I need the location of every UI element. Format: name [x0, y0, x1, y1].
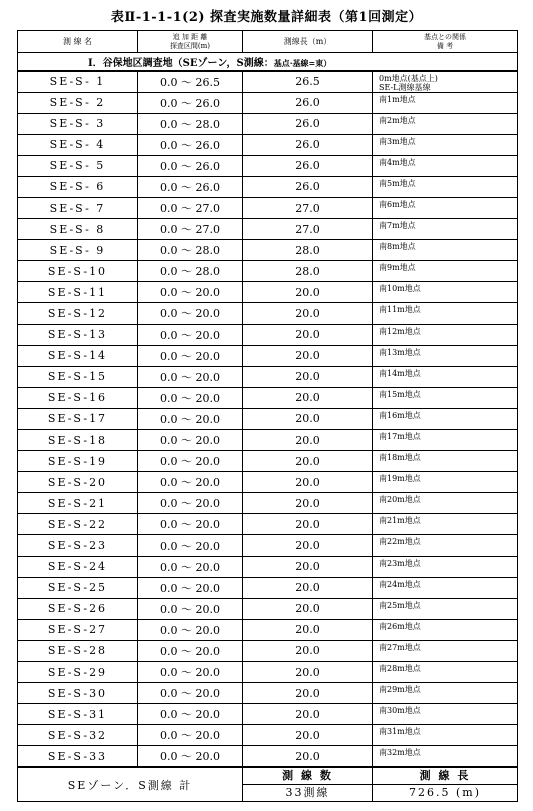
remark-cell: [373, 472, 518, 493]
range-cell: 0.0 ～ 20.0: [138, 662, 243, 683]
remark-text: 南24m地点: [379, 579, 421, 589]
table-row: [18, 155, 518, 176]
header-remarks: [373, 31, 518, 53]
remark-cell: [373, 408, 518, 429]
length-cell: 20.0: [243, 640, 373, 661]
table-row: [18, 598, 518, 619]
remark-text: 南13m地点: [379, 347, 421, 357]
table-row: [18, 577, 518, 598]
header-range: [138, 31, 243, 53]
length-cell: 20.0: [243, 598, 373, 619]
remark-cell: [373, 219, 518, 240]
remark-cell: [373, 493, 518, 514]
range-cell: 0.0 ～ 20.0: [138, 535, 243, 556]
remark-text: 南26m地点: [379, 621, 421, 631]
length-cell: 20.0: [243, 683, 373, 704]
header-range-bottom: 探査区間(m): [169, 41, 211, 50]
table-row: [18, 219, 518, 240]
remark-cell: [373, 556, 518, 577]
line-name-cell: SE-S-25: [18, 577, 138, 598]
remark-text: 南15m地点: [379, 389, 421, 399]
table-row: [18, 746, 518, 767]
line-name-cell: SE-S-31: [18, 704, 138, 725]
remark-text: 南22m地点: [379, 537, 421, 547]
header-line-name: 測 線 名: [18, 31, 138, 53]
range-cell: 0.0 ～ 20.0: [138, 324, 243, 345]
table-row: [18, 92, 518, 113]
line-name-cell: SE-S-16: [18, 387, 138, 408]
length-cell: 20.0: [243, 535, 373, 556]
remark-cell: [373, 240, 518, 261]
section-row: [18, 53, 518, 71]
footer-count-label: 測 線 数: [243, 768, 372, 785]
line-name-cell: SE-S- 2: [18, 92, 138, 113]
line-name-cell: SE-S- 4: [18, 134, 138, 155]
length-cell: 20.0: [243, 430, 373, 451]
remark-text: 南11m地点: [379, 305, 421, 315]
line-name-cell: SE-S-17: [18, 408, 138, 429]
line-name-cell: SE-S-20: [18, 472, 138, 493]
line-name-cell: SE-S- 1: [18, 71, 138, 93]
length-cell: 26.5: [243, 71, 373, 93]
range-cell: 0.0 ～ 27.0: [138, 219, 243, 240]
footer-length-cell: [373, 767, 518, 802]
table-row: [18, 197, 518, 218]
line-name-cell: SE-S-14: [18, 345, 138, 366]
range-cell: 0.0 ～ 20.0: [138, 598, 243, 619]
remark-cell: [373, 430, 518, 451]
remark-text: 南25m地点: [379, 600, 421, 610]
remark-cell: [373, 640, 518, 661]
table-row: [18, 240, 518, 261]
remark-text: 南16m地点: [379, 410, 421, 420]
table-row: [18, 113, 518, 134]
table-row: [18, 324, 518, 345]
line-name-cell: SE-S- 3: [18, 113, 138, 134]
table-row: [18, 535, 518, 556]
length-cell: 20.0: [243, 303, 373, 324]
table-row: [18, 282, 518, 303]
table-header: [18, 31, 518, 53]
table-row: [18, 662, 518, 683]
table-row: [18, 472, 518, 493]
remark-text: 南21m地点: [379, 516, 421, 526]
footer-total-label: SEゾーン．S測線 計: [18, 767, 243, 802]
length-cell: 28.0: [243, 240, 373, 261]
range-cell: 0.0 ～ 20.0: [138, 493, 243, 514]
line-name-cell: SE-S-33: [18, 746, 138, 767]
remark-cell: [373, 514, 518, 535]
header-length: 測線長（m）: [243, 31, 373, 53]
remark-text: 南19m地点: [379, 474, 421, 484]
range-cell: 0.0 ～ 20.0: [138, 408, 243, 429]
remark-text: 0m地点(基点上): [379, 73, 438, 83]
remark-text: 南6m地点: [379, 199, 416, 209]
remark-cell: [373, 303, 518, 324]
line-name-cell: SE-S-28: [18, 640, 138, 661]
length-cell: 20.0: [243, 577, 373, 598]
range-cell: 0.0 ～ 28.0: [138, 261, 243, 282]
remark-text: 南4m地点: [379, 157, 416, 167]
range-cell: 0.0 ～ 26.5: [138, 71, 243, 93]
table-row: [18, 366, 518, 387]
table-row: [18, 704, 518, 725]
remark-cell: [373, 71, 518, 93]
line-name-cell: SE-S- 7: [18, 197, 138, 218]
line-name-cell: SE-S-18: [18, 430, 138, 451]
remark-cell: [373, 619, 518, 640]
line-name-cell: SE-S-19: [18, 451, 138, 472]
length-cell: 20.0: [243, 282, 373, 303]
remark-cell: [373, 197, 518, 218]
remark-text: 南20m地点: [379, 495, 421, 505]
table-row: [18, 514, 518, 535]
remark-cell: [373, 345, 518, 366]
line-name-cell: SE-S-11: [18, 282, 138, 303]
footer-length-value: 726.5 (m): [408, 786, 481, 799]
table-row: [18, 71, 518, 93]
range-cell: 0.0 ～ 26.0: [138, 92, 243, 113]
table-footer: [18, 767, 518, 802]
table-row: [18, 345, 518, 366]
remark-text: 南5m地点: [379, 178, 416, 188]
section-note: 基点·基線=東）: [273, 57, 332, 68]
remark-text: 南28m地点: [379, 664, 421, 674]
table-row: [18, 451, 518, 472]
header-range-top: 追 加 距 離: [172, 32, 208, 41]
remark-cell: [373, 134, 518, 155]
remark-text: 南14m地点: [379, 368, 421, 378]
range-cell: 0.0 ～ 20.0: [138, 746, 243, 767]
line-name-cell: SE-S- 5: [18, 155, 138, 176]
length-cell: 28.0: [243, 261, 373, 282]
range-cell: 0.0 ～ 20.0: [138, 303, 243, 324]
line-name-cell: SE-S- 6: [18, 176, 138, 197]
remark-cell: [373, 451, 518, 472]
length-cell: 20.0: [243, 472, 373, 493]
length-cell: 20.0: [243, 408, 373, 429]
remark-text: 南10m地点: [379, 284, 421, 294]
table-row: [18, 619, 518, 640]
remark-cell: [373, 387, 518, 408]
table-row: [18, 176, 518, 197]
table-body: [18, 53, 518, 768]
line-name-cell: SE-S-23: [18, 535, 138, 556]
table-row: [18, 430, 518, 451]
remark-text: 南12m地点: [379, 326, 421, 336]
length-cell: 20.0: [243, 366, 373, 387]
table-row: [18, 303, 518, 324]
table-row: [18, 261, 518, 282]
line-name-cell: SE-S-29: [18, 662, 138, 683]
remark-cell: [373, 176, 518, 197]
remark-cell: [373, 366, 518, 387]
remark-cell: [373, 261, 518, 282]
remark-text-secondary: SE-L測線基線: [379, 82, 431, 92]
remark-text: 南17m地点: [379, 432, 421, 441]
length-cell: 26.0: [243, 113, 373, 134]
line-name-cell: SE-S-21: [18, 493, 138, 514]
remark-cell: [373, 746, 518, 767]
length-cell: 27.0: [243, 197, 373, 218]
remark-cell: [373, 577, 518, 598]
table-row: [18, 134, 518, 155]
length-cell: 27.0: [243, 219, 373, 240]
remark-cell: [373, 598, 518, 619]
range-cell: 0.0 ～ 26.0: [138, 134, 243, 155]
remark-cell: [373, 535, 518, 556]
remark-cell: [373, 92, 518, 113]
range-cell: 0.0 ～ 20.0: [138, 725, 243, 746]
header-remarks-bottom: 備 考: [436, 41, 454, 50]
range-cell: 0.0 ～ 20.0: [138, 556, 243, 577]
line-name-cell: SE-S- 9: [18, 240, 138, 261]
line-name-cell: SE-S-12: [18, 303, 138, 324]
remark-text: 南9m地点: [379, 263, 416, 273]
range-cell: 0.0 ～ 20.0: [138, 366, 243, 387]
table-row: [18, 408, 518, 429]
footer-count-cell: [243, 767, 373, 802]
remark-cell: [373, 113, 518, 134]
table-row: [18, 556, 518, 577]
remark-text: 南27m地点: [379, 642, 421, 652]
range-cell: 0.0 ～ 20.0: [138, 430, 243, 451]
header-remarks-top: 基点との関係: [424, 32, 466, 41]
survey-quantity-table: [17, 30, 518, 802]
line-name-cell: SE-S-30: [18, 683, 138, 704]
remark-text: 南7m地点: [379, 221, 416, 231]
remark-text: 南31m地点: [379, 727, 421, 737]
length-cell: 20.0: [243, 451, 373, 472]
line-name-cell: SE-S-10: [18, 261, 138, 282]
length-cell: 26.0: [243, 176, 373, 197]
remark-cell: [373, 282, 518, 303]
table-row: [18, 683, 518, 704]
length-cell: 20.0: [243, 556, 373, 577]
remark-cell: [373, 662, 518, 683]
line-name-cell: SE-S-27: [18, 619, 138, 640]
length-cell: 20.0: [243, 493, 373, 514]
range-cell: 0.0 ～ 20.0: [138, 282, 243, 303]
line-name-cell: SE-S-32: [18, 725, 138, 746]
section-heading: [18, 53, 518, 71]
length-cell: 20.0: [243, 514, 373, 535]
range-cell: 0.0 ～ 28.0: [138, 113, 243, 134]
range-cell: 0.0 ～ 20.0: [138, 514, 243, 535]
range-cell: 0.0 ～ 20.0: [138, 640, 243, 661]
range-cell: 0.0 ～ 26.0: [138, 176, 243, 197]
length-cell: 20.0: [243, 387, 373, 408]
range-cell: 0.0 ～ 27.0: [138, 197, 243, 218]
remark-cell: [373, 704, 518, 725]
remark-text: 南8m地点: [379, 242, 416, 252]
table-title: 表Ⅱ-1-1-1(2) 探査実施数量詳細表（第1回測定）: [110, 10, 423, 25]
length-cell: 20.0: [243, 725, 373, 746]
remark-text: 南32m地点: [379, 748, 421, 758]
line-name-cell: SE-S-13: [18, 324, 138, 345]
length-cell: 20.0: [243, 324, 373, 345]
line-name-cell: SE-S-24: [18, 556, 138, 577]
length-cell: 26.0: [243, 92, 373, 113]
length-cell: 20.0: [243, 662, 373, 683]
range-cell: 0.0 ～ 20.0: [138, 472, 243, 493]
remark-cell: [373, 324, 518, 345]
remark-text: 南30m地点: [379, 706, 421, 716]
remark-cell: [373, 155, 518, 176]
length-cell: 20.0: [243, 704, 373, 725]
remark-text: 南18m地点: [379, 453, 421, 463]
range-cell: 0.0 ～ 20.0: [138, 577, 243, 598]
line-name-cell: SE-S-22: [18, 514, 138, 535]
remark-text: 南23m地点: [379, 558, 421, 568]
line-name-cell: SE-S- 8: [18, 219, 138, 240]
range-cell: 0.0 ～ 20.0: [138, 619, 243, 640]
line-name-cell: SE-S-26: [18, 598, 138, 619]
footer-length-label: 測 線 長: [373, 768, 517, 785]
remark-text: 南3m地点: [379, 136, 416, 146]
section-label: I．谷保地区調査地（SEゾーン，S測線：: [88, 57, 274, 69]
footer-count-value: 33測線: [285, 786, 330, 799]
table-row: [18, 493, 518, 514]
remark-text: 南29m地点: [379, 685, 421, 695]
range-cell: 0.0 ～ 20.0: [138, 704, 243, 725]
length-cell: 20.0: [243, 345, 373, 366]
range-cell: 0.0 ～ 20.0: [138, 451, 243, 472]
remark-text: 南2m地点: [379, 115, 416, 125]
remark-cell: [373, 683, 518, 704]
range-cell: 0.0 ～ 20.0: [138, 345, 243, 366]
table-row: [18, 387, 518, 408]
line-name-cell: SE-S-15: [18, 366, 138, 387]
length-cell: 26.0: [243, 155, 373, 176]
table-row: [18, 640, 518, 661]
length-cell: 20.0: [243, 619, 373, 640]
remark-text: 南1m地点: [379, 94, 416, 104]
remark-cell: [373, 725, 518, 746]
range-cell: 0.0 ～ 28.0: [138, 240, 243, 261]
table-row: [18, 725, 518, 746]
length-cell: 26.0: [243, 134, 373, 155]
range-cell: 0.0 ～ 20.0: [138, 683, 243, 704]
range-cell: 0.0 ～ 20.0: [138, 387, 243, 408]
length-cell: 20.0: [243, 746, 373, 767]
range-cell: 0.0 ～ 26.0: [138, 155, 243, 176]
